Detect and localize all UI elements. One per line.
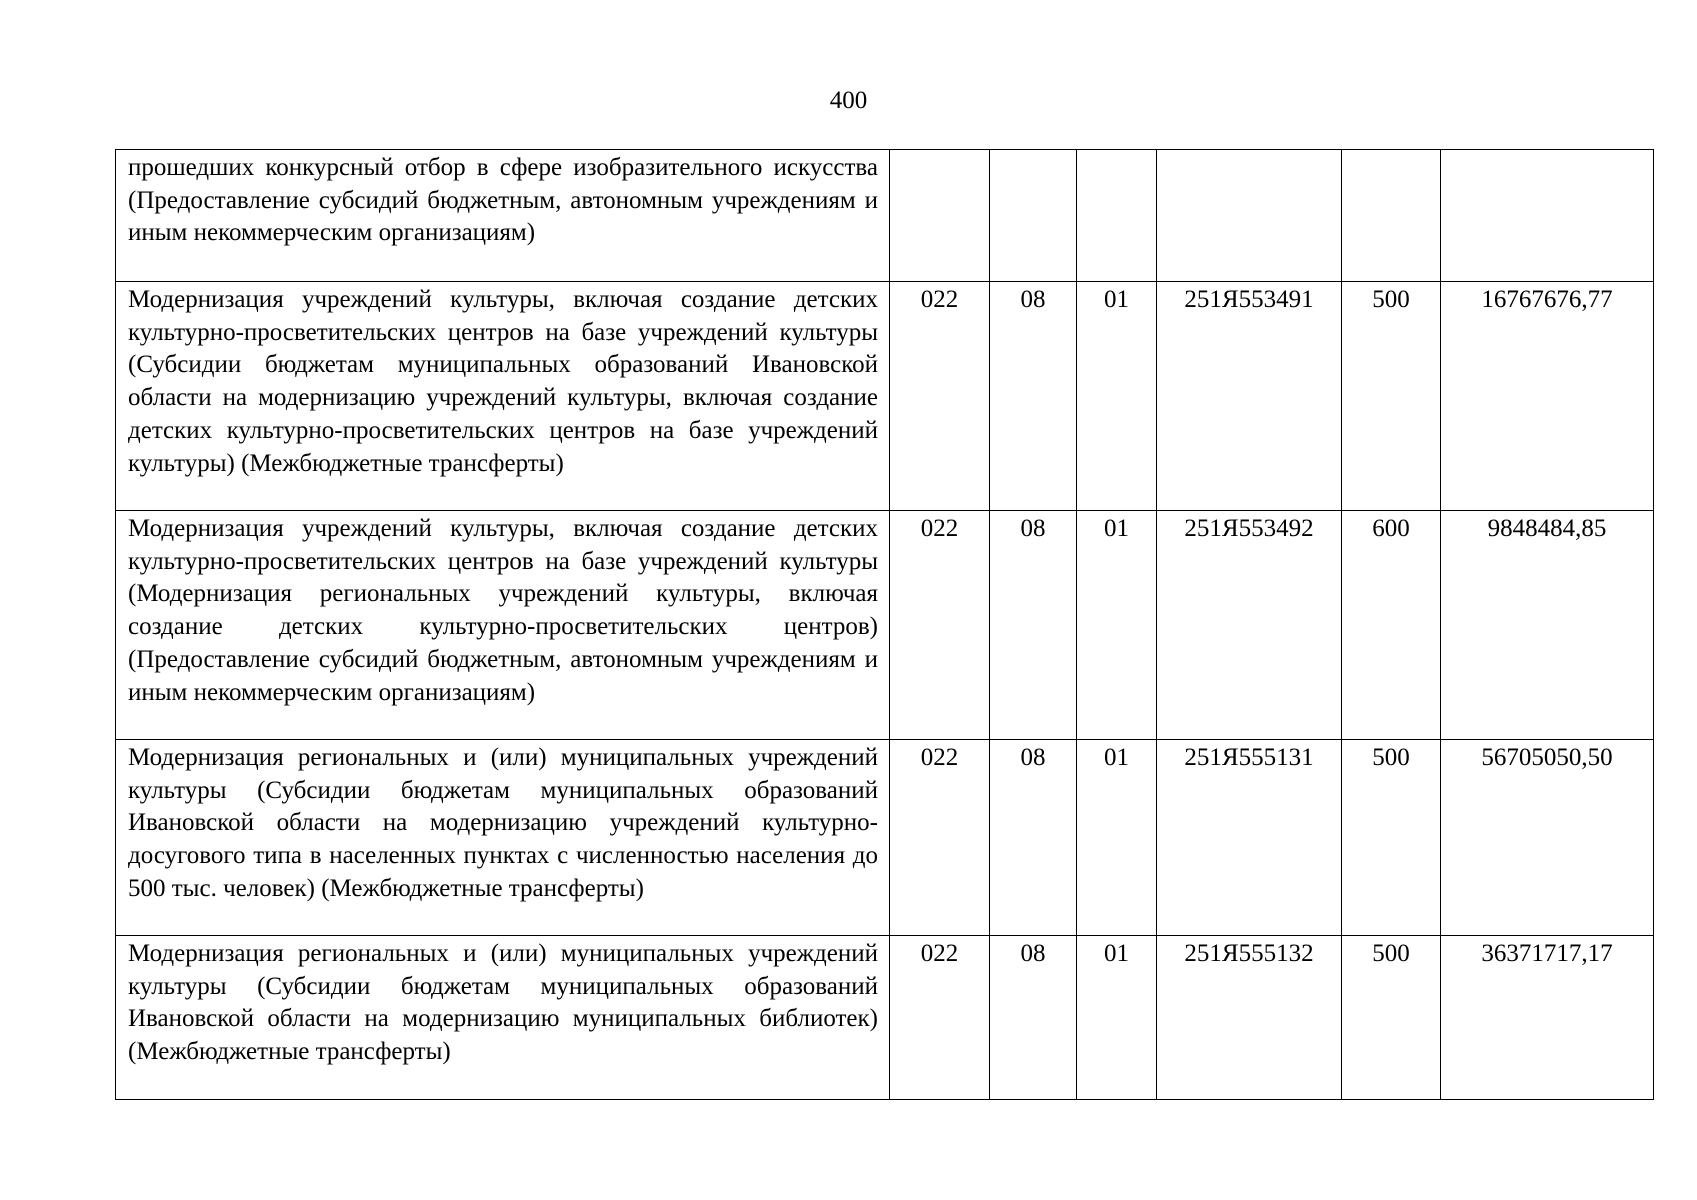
subsection-code: 01 — [1077, 936, 1157, 1100]
ministry-code: 022 — [890, 511, 990, 740]
target-article-code: 251Я553491 — [1157, 282, 1342, 511]
target-article-code: 251Я555132 — [1157, 936, 1342, 1100]
amount: 16767676,77 — [1441, 282, 1654, 511]
row-description: прошедших конкурсный отбор в сфере изобразительного искусства (Предоставление субсидий бюджетным, автономным учреждениям и иным некоммерческим организациям) — [116, 150, 890, 282]
section-code: 08 — [990, 282, 1077, 511]
amount — [1441, 150, 1654, 282]
ministry-code: 022 — [890, 740, 990, 936]
subsection-code — [1077, 150, 1157, 282]
table-row — [116, 511, 1654, 740]
subsection-code: 01 — [1077, 511, 1157, 740]
row-description: Модернизация учреждений культуры, включая создание детских культурно-просветительских центров на базе учреждений культуры (Субсидии бюджетам муниципальных образований Ивановской области на модернизацию учреждений культуры, включая создание детских культурно-просветительских центров на базе учреждений культуры) (Межбюджетные трансферты) — [116, 282, 890, 511]
budget-table — [115, 149, 1654, 1100]
row-description: Модернизация региональных и (или) муниципальных учреждений культуры (Субсидии бюджетам муниципальных образований Ивановской области на модернизацию муниципальных библиотек) (Межбюджетные трансферты) — [116, 936, 890, 1100]
table-row — [116, 936, 1654, 1100]
section-code: 08 — [990, 740, 1077, 936]
amount: 56705050,50 — [1441, 740, 1654, 936]
expense-type-code: 600 — [1342, 511, 1441, 740]
section-code — [990, 150, 1077, 282]
amount: 36371717,17 — [1441, 936, 1654, 1100]
ministry-code: 022 — [890, 936, 990, 1100]
expense-type-code: 500 — [1342, 936, 1441, 1100]
expense-type-code: 500 — [1342, 282, 1441, 511]
target-article-code — [1157, 150, 1342, 282]
target-article-code: 251Я553492 — [1157, 511, 1342, 740]
subsection-code: 01 — [1077, 282, 1157, 511]
table-row — [116, 282, 1654, 511]
ministry-code: 022 — [890, 282, 990, 511]
subsection-code: 01 — [1077, 740, 1157, 936]
section-code: 08 — [990, 936, 1077, 1100]
table-row — [116, 740, 1654, 936]
section-code: 08 — [990, 511, 1077, 740]
target-article-code: 251Я555131 — [1157, 740, 1342, 936]
row-description: Модернизация учреждений культуры, включая создание детских культурно-просветительских центров на базе учреждений культуры (Модернизация региональных учреждений культуры, включая создание детских культурно-просветительских центров) (Предоставление субсидий бюджетным, автономным учреждениям и иным некоммерческим организациям) — [116, 511, 890, 740]
expense-type-code: 500 — [1342, 740, 1441, 936]
ministry-code — [890, 150, 990, 282]
page-number: 400 — [829, 87, 868, 114]
row-description: Модернизация региональных и (или) муниципальных учреждений культуры (Субсидии бюджетам муниципальных образований Ивановской области на модернизацию учреждений культурно-досугового типа в населенных пунктах с численностью населения до 500 тыс. человек) (Межбюджетные трансферты) — [116, 740, 890, 936]
amount: 9848484,85 — [1441, 511, 1654, 740]
table-row — [116, 150, 1654, 282]
expense-type-code — [1342, 150, 1441, 282]
